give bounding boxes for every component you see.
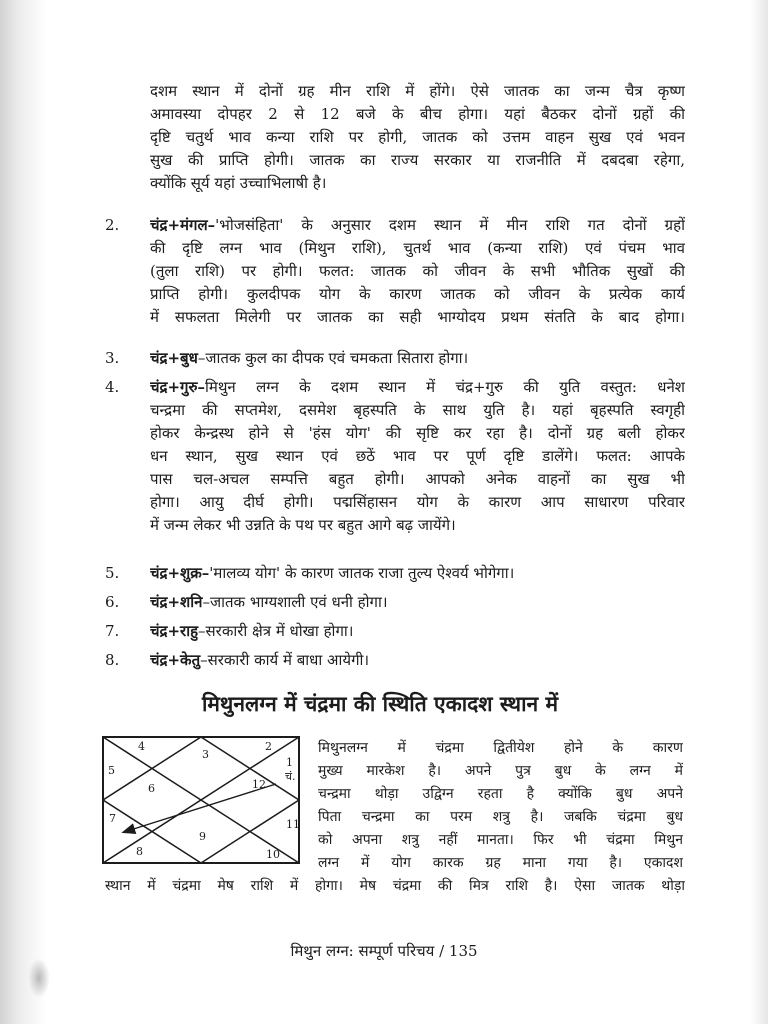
item-line [150, 347, 685, 370]
intro-line: क्योंकि सूर्य यहां उच्चाभिलाषी है। [150, 174, 327, 192]
scan-dust-mark [28, 958, 50, 998]
section-paragraph-right [318, 737, 683, 875]
item-number: 5. [105, 564, 120, 582]
house-number: 4 [138, 740, 145, 753]
house-number: 9 [199, 830, 206, 843]
item-text: 'मालव्य योग' के कारण जातक राजा तुल्य ऐश्वर्य भोगेगा। [209, 564, 515, 582]
planet-label: चं. [285, 770, 296, 783]
item-body [150, 649, 685, 672]
intro-line: दृष्टि चतुर्थ भाव कन्या राशि पर होगी, जातक को उत्तम वाहन सुख एवं भवन [150, 128, 685, 146]
item-lead: चंद्र+मंगल– [150, 216, 216, 234]
item-lead: चंद्र+बुध [150, 349, 198, 367]
item-body [150, 620, 685, 643]
item-text: –जातक भाग्यशाली एवं धनी होगा। [202, 593, 388, 611]
item-number: 3. [105, 349, 120, 367]
scan-shadow-left [0, 0, 46, 1024]
item-lead: चंद्र+गुरु– [150, 378, 205, 396]
item-line: होकर केन्द्रस्थ होने से 'हंस योग' की सृष्टि कर रहा है। दोनों ग्रह बली होकर [150, 424, 685, 442]
item-line: में जन्म लेकर भी उन्नति के पथ पर बहुत आगे बढ़ जायेंगे। [150, 516, 456, 534]
item-number: 2. [105, 216, 120, 234]
item-line: पास चल-अचल सम्पत्ति बहुत होगी। आपको अनेक वाहनों का सुख भी [150, 470, 685, 488]
item-lead: चंद्र+शनि [150, 593, 203, 611]
item-line: में सफलता मिलेगी पर जातक का सही भाग्योदय प्रथम संतति के बाद होगा। [150, 308, 685, 326]
item-line [150, 562, 685, 585]
section-line: चन्द्रमा थोड़ा उद्विग्न रहता है क्योंकि बुध अपने [318, 786, 683, 802]
item-lead: चंद्र+शुक्र– [150, 564, 210, 582]
item-line: होगा। आयु दीर्घ होगी। पद्मसिंहासन योग के कारण आप साधारण परिवार [150, 493, 685, 511]
item-text: 'भोजसंहिता' के अनुसार दशम स्थान में मीन राशि गत दोनों ग्रहों [215, 216, 685, 234]
intro-line: सुख की प्राप्ति होगी। जातक का राज्य सरकार या राजनीति में दबदबा रहेगा, [150, 151, 685, 169]
house-number: 7 [109, 812, 116, 825]
horoscope-chart [102, 736, 300, 864]
aspect-arrow [124, 784, 276, 832]
item-line: (तुला राशि) पर होगी। फलत: जातक को जीवन के सभी भौतिक सुखों की [150, 262, 685, 280]
item-body [150, 347, 685, 370]
house-number: 10 [266, 848, 280, 861]
item-text: –सरकारी कार्य में बाधा आयेगी। [200, 651, 370, 669]
item-body [150, 562, 685, 585]
section-line: मुख्य मारकेश है। अपने पुत्र बुध के लग्न में [318, 763, 683, 779]
item-line [150, 591, 685, 614]
section-heading: मिथुनलग्न में चंद्रमा की स्थिति एकादश स्थान में [201, 692, 559, 716]
item-number: 4. [105, 378, 120, 396]
item-text: –जातक कुल का दीपक एवं चमकता सितारा होगा। [197, 349, 469, 367]
house-number: 11 [286, 818, 300, 831]
item-line: धन स्थान, सुख स्थान एवं छठें भाव पर पूर्ण दृष्टि डालेंगे। फलत: आपके [150, 447, 685, 465]
house-number: 1 [286, 756, 293, 769]
section-line: स्थान में चंद्रमा मेष राशि में होगा। मेष चंद्रमा की मित्र राशि है। ऐसा जातक थोड़ा [105, 878, 685, 894]
item-number: 7. [105, 622, 120, 640]
item-lead: चंद्र+राहु [150, 622, 199, 640]
section-line: मिथुनलग्न में चंद्रमा द्वितीयेश होने के कारण [318, 740, 683, 756]
page-footer: मिथुन लग्न: सम्पूर्ण परिचय / 135 [290, 942, 478, 960]
item-body [150, 376, 685, 537]
item-lead: चंद्र+केतु [150, 651, 201, 669]
section-line: लग्न में योग कारक ग्रह माना गया है। एकादश [318, 855, 683, 871]
horoscope-chart-svg [102, 736, 300, 864]
house-number: 3 [202, 748, 209, 761]
item-line [150, 620, 685, 643]
item-line: चन्द्रमा की सप्तमेश, दसमेश बृहस्पति के साथ युति है। यहां बृहस्पति स्वगृही [150, 401, 685, 419]
item-line [150, 649, 685, 672]
intro-line: दशम स्थान में दोनों ग्रह मीन राशि में होंगे। ऐसे जातक का जन्म चैत्र कृष्ण [150, 82, 685, 100]
section-line: पिता चन्द्रमा का परम शत्रु है। जबकि चंद्रमा बुध [318, 809, 683, 825]
scan-shadow-right [750, 0, 768, 1024]
item-number: 8. [105, 651, 120, 669]
house-number: 12 [252, 778, 266, 791]
house-number: 8 [136, 845, 143, 858]
item-line [150, 376, 685, 399]
item-body [150, 591, 685, 614]
intro-paragraph [150, 80, 685, 195]
item-text: मिथुन लग्न के दशम स्थान में चंद्र+गुरु की युति वस्तुत: धनेश [204, 378, 685, 396]
item-text: –सरकारी क्षेत्र में धोखा होगा। [198, 622, 354, 640]
item-number: 6. [105, 593, 120, 611]
item-line [150, 214, 685, 237]
house-number: 2 [265, 740, 272, 753]
item-body [150, 214, 685, 329]
item-line: प्राप्ति होगी। कुलदीपक योग के कारण जातक को जीवन के प्रत्येक कार्य [150, 285, 685, 303]
house-number: 6 [148, 782, 155, 795]
house-number: 5 [108, 764, 115, 777]
item-line: की दृष्टि लग्न भाव (मिथुन राशि), चुतर्थ भाव (कन्या राशि) एवं पंचम भाव [150, 239, 685, 257]
section-line: को अपना शत्रु नहीं मानता। फिर भी चंद्रमा मिथुन [318, 832, 683, 848]
section-paragraph-full [105, 875, 685, 898]
intro-line: अमावस्या दोपहर 2 से 12 बजे के बीच होगा। यहां बैठकर दोनों ग्रहों की [150, 105, 685, 123]
